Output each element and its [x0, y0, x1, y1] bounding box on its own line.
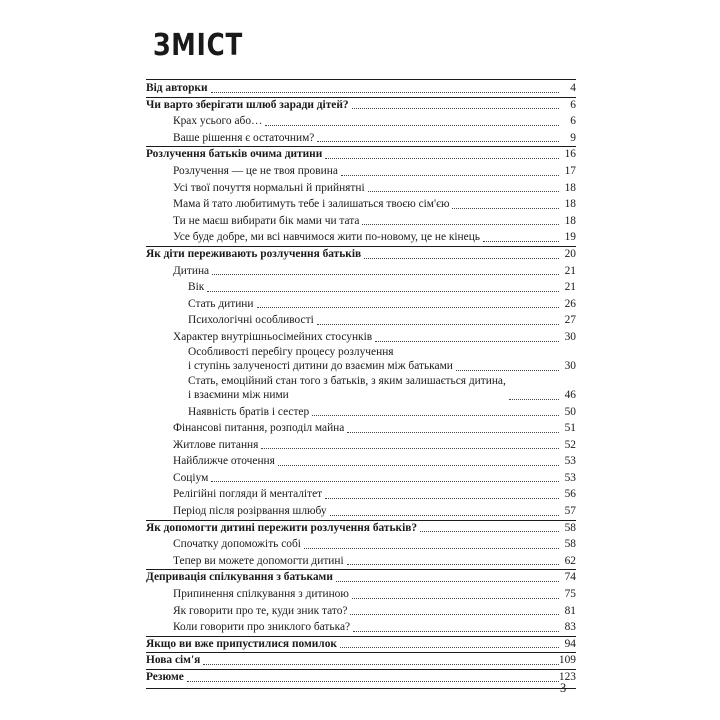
toc-entry	[173, 115, 562, 130]
toc-page-number: 20	[564, 247, 576, 260]
dot-leader	[317, 141, 559, 142]
toc-entry	[173, 555, 562, 570]
toc-page-number: 50	[564, 405, 576, 418]
toc-entry	[146, 148, 562, 163]
dot-leader	[350, 614, 559, 615]
toc-subsection[interactable]	[146, 470, 576, 487]
dot-leader	[278, 465, 559, 466]
toc-entry	[173, 488, 562, 503]
toc-entry-title: Як допомогти дитині пережити розлучення батьків?	[146, 521, 418, 534]
toc-entry	[173, 231, 562, 246]
dot-leader	[375, 341, 559, 342]
toc-page-number: 30	[564, 330, 576, 343]
toc-entry-title: Резюме	[146, 671, 184, 683]
toc-subsection[interactable]	[146, 536, 576, 553]
toc-entries	[146, 80, 576, 686]
toc-section[interactable]	[146, 97, 576, 114]
toc-entry	[173, 182, 562, 197]
dot-leader	[353, 631, 559, 632]
toc-subsection[interactable]	[146, 486, 576, 503]
toc-entry	[146, 671, 562, 686]
toc-subsection[interactable]	[146, 196, 576, 213]
toc-page-number: 46	[564, 388, 576, 401]
toc-entry	[146, 248, 562, 263]
dot-leader	[420, 531, 559, 532]
toc-entry	[146, 82, 562, 97]
toc-entry-title: Усе буде добре, ми всі навчимося жити по-новому, це не кінець	[173, 231, 480, 244]
dot-leader	[304, 548, 559, 549]
dot-leader	[341, 175, 559, 176]
toc-entry-title: Депривація спілкування з батьками	[146, 571, 333, 584]
toc-subsection[interactable]	[146, 586, 576, 603]
toc-page-number: 83	[564, 621, 576, 634]
toc-entry	[173, 165, 562, 180]
dot-leader	[203, 664, 559, 665]
toc-subsection[interactable]	[146, 180, 576, 197]
toc-entry	[146, 99, 562, 114]
dot-leader	[364, 258, 559, 259]
toc-entry-title: Розлучення батьків очима дитини	[146, 148, 323, 161]
toc-entry	[173, 455, 562, 470]
bottom-rule	[146, 688, 576, 689]
toc-entry	[188, 281, 562, 296]
toc-entry-title: Релігійні погляди й менталітет	[173, 488, 323, 501]
toc-section[interactable]	[146, 669, 576, 686]
toc-page-number: 123	[558, 671, 576, 683]
toc-page-number: 53	[564, 471, 576, 484]
toc-page-number: 18	[564, 214, 576, 227]
dot-leader	[352, 108, 559, 109]
toc-subsubsection[interactable]	[146, 312, 576, 329]
toc-entry	[146, 654, 562, 669]
toc-entry	[146, 571, 562, 586]
table-of-contents	[146, 79, 576, 689]
toc-entry	[173, 331, 562, 346]
toc-page-number: 51	[564, 422, 576, 435]
toc-subsubsection[interactable]	[146, 279, 576, 296]
toc-subsubsection[interactable]	[146, 404, 576, 421]
toc-entry	[173, 605, 562, 620]
toc-page-number: 52	[564, 438, 576, 451]
toc-entry-title: Коли говорити про зниклого батька?	[173, 621, 351, 634]
toc-entry-title: Спочатку допоможіть собі	[173, 538, 301, 551]
toc-subsection[interactable]	[146, 163, 576, 180]
toc-subsection[interactable]	[146, 420, 576, 437]
toc-page-number: 62	[564, 554, 576, 567]
dot-leader	[347, 432, 559, 433]
toc-entry-title: Ти не маєш вибирати бік мами чи тата	[173, 214, 360, 227]
toc-entry-title: Як говорити про те, куди зник тато?	[173, 604, 348, 617]
toc-page-number: 6	[570, 98, 576, 111]
dot-leader	[362, 224, 559, 225]
toc-section[interactable]	[146, 520, 576, 537]
toc-page-number: 53	[564, 455, 576, 468]
dot-leader	[211, 92, 559, 93]
toc-entry	[188, 406, 562, 421]
toc-entry	[173, 132, 562, 147]
toc-section[interactable]	[146, 636, 576, 653]
toc-entry	[173, 472, 562, 487]
toc-page-number: 18	[564, 181, 576, 194]
toc-page-number: 17	[564, 164, 576, 177]
toc-section[interactable]	[146, 652, 576, 669]
dot-leader	[261, 448, 559, 449]
toc-page-number: 81	[564, 604, 576, 617]
toc-subsection[interactable]	[146, 437, 576, 454]
toc-entry	[173, 588, 562, 603]
toc-subsection[interactable]	[146, 553, 576, 570]
dot-leader	[452, 208, 559, 209]
dot-leader	[317, 324, 559, 325]
dot-leader	[340, 647, 559, 648]
dot-leader	[257, 307, 559, 308]
toc-subsection[interactable]	[146, 130, 576, 147]
dot-leader	[325, 498, 559, 499]
toc-page-number: 18	[564, 198, 576, 211]
toc-page-number: 109	[558, 654, 576, 667]
dot-leader	[336, 581, 559, 582]
toc-subsection[interactable]	[146, 263, 576, 280]
toc-subsection[interactable]	[146, 213, 576, 230]
toc-entry	[188, 314, 562, 329]
dot-leader	[368, 191, 559, 192]
toc-entry-title: Мама й тато любитимуть тебе і залишаться твоєю сім'єю	[173, 198, 450, 211]
toc-entry	[188, 346, 562, 374]
toc-entry-title: Усі твої почуття нормальні й прийнятні	[173, 181, 365, 194]
toc-page-number: 21	[564, 264, 576, 277]
toc-entry	[173, 198, 562, 213]
toc-page-number: 58	[564, 538, 576, 551]
toc-entry-title: Крах усього або…	[173, 115, 263, 128]
toc-entry-title: Від авторки	[146, 82, 208, 94]
dot-leader	[347, 564, 559, 565]
dot-leader	[352, 598, 559, 599]
toc-entry	[173, 265, 562, 280]
toc-page-number: 75	[564, 588, 576, 601]
toc-entry-title: Характер внутрішньосімейних стосунків	[173, 330, 373, 343]
toc-entry	[173, 215, 562, 230]
toc-entry-title: Дитина	[173, 264, 210, 277]
toc-page-number: 58	[564, 521, 576, 534]
toc-subsubsection[interactable]	[146, 346, 576, 375]
toc-entry-title: Психологічні особливості	[188, 314, 314, 327]
toc-entry-title: Найближче оточення	[173, 455, 275, 468]
dot-leader	[212, 274, 559, 275]
toc-page-number: 19	[564, 231, 576, 244]
toc-entry-title: Період після розірвання шлюбу	[173, 505, 327, 518]
toc-entry	[173, 505, 562, 520]
toc-entry-title: Наявність братів і сестер	[188, 405, 310, 418]
page-title: ЗМІСТ	[153, 28, 244, 63]
toc-section[interactable]	[146, 569, 576, 586]
dot-leader	[312, 415, 559, 416]
toc-page-number: 26	[564, 297, 576, 310]
toc-page-number: 4	[570, 82, 576, 94]
toc-section[interactable]	[146, 146, 576, 163]
dot-leader	[330, 515, 559, 516]
toc-entry-title: Житлове питання	[173, 438, 259, 451]
dot-leader	[325, 158, 559, 159]
toc-entry	[173, 439, 562, 454]
toc-subsection[interactable]	[146, 603, 576, 620]
toc-entry-title: Припинення спілкування з дитиною	[173, 588, 349, 601]
toc-entry-title: Стать, емоційний стан того з батьків, з яким залишається дитина, і взаємини між ними	[188, 375, 506, 401]
toc-entry	[146, 638, 562, 653]
toc-entry-title: Нова сім'я	[146, 654, 201, 667]
toc-entry-title: Як діти переживають розлучення батьків	[146, 247, 362, 260]
toc-page-number: 94	[564, 637, 576, 650]
toc-entry	[173, 422, 562, 437]
toc-entry-title: Соціум	[173, 471, 209, 484]
toc-subsubsection[interactable]	[146, 296, 576, 313]
toc-entry	[188, 375, 562, 403]
toc-subsection[interactable]	[146, 229, 576, 246]
toc-entry-title: Ваше рішення є остаточним?	[173, 131, 315, 144]
toc-entry-title: Розлучення — це не твоя провина	[173, 164, 338, 177]
toc-entry-title: Чи варто зберігати шлюб заради дітей?	[146, 98, 349, 111]
toc-page-number: 27	[564, 314, 576, 327]
dot-leader	[483, 241, 559, 242]
toc-subsection[interactable]	[146, 113, 576, 130]
dot-leader	[265, 125, 559, 126]
toc-entry-title: Стать дитини	[188, 297, 254, 310]
toc-subsection[interactable]	[146, 503, 576, 520]
toc-subsubsection[interactable]	[146, 375, 576, 404]
toc-section[interactable]	[146, 80, 576, 97]
toc-entry	[188, 298, 562, 313]
toc-entry-title: Особливості перебігу процесу розлучення і ступінь залученості дитини до взаємин між батьками	[188, 346, 453, 372]
dot-leader	[187, 681, 559, 682]
toc-entry	[173, 538, 562, 553]
dot-leader	[211, 481, 559, 482]
toc-section[interactable]	[146, 246, 576, 263]
toc-page-number: 21	[564, 281, 576, 294]
toc-page-number: 16	[564, 148, 576, 161]
page-number: 3	[560, 681, 567, 695]
toc-page-number: 56	[564, 488, 576, 501]
toc-entry-title: Якщо ви вже припустилися помилок	[146, 637, 337, 650]
dot-leader	[456, 370, 559, 371]
toc-entry	[173, 621, 562, 636]
toc-subsection[interactable]	[146, 619, 576, 636]
toc-subsection[interactable]	[146, 453, 576, 470]
toc-entry-title: Тепер ви можете допомогти дитині	[173, 554, 344, 567]
toc-entry-title: Фінансові питання, розподіл майна	[173, 422, 345, 435]
toc-entry-title: Вік	[188, 281, 205, 294]
toc-entry	[146, 522, 562, 537]
toc-subsection[interactable]	[146, 329, 576, 346]
toc-page-number: 9	[570, 131, 576, 144]
toc-page-number: 30	[564, 359, 576, 372]
toc-page-number: 74	[564, 571, 576, 584]
toc-page-number: 57	[564, 505, 576, 518]
toc-page-number: 6	[570, 115, 576, 128]
dot-leader	[207, 291, 559, 292]
